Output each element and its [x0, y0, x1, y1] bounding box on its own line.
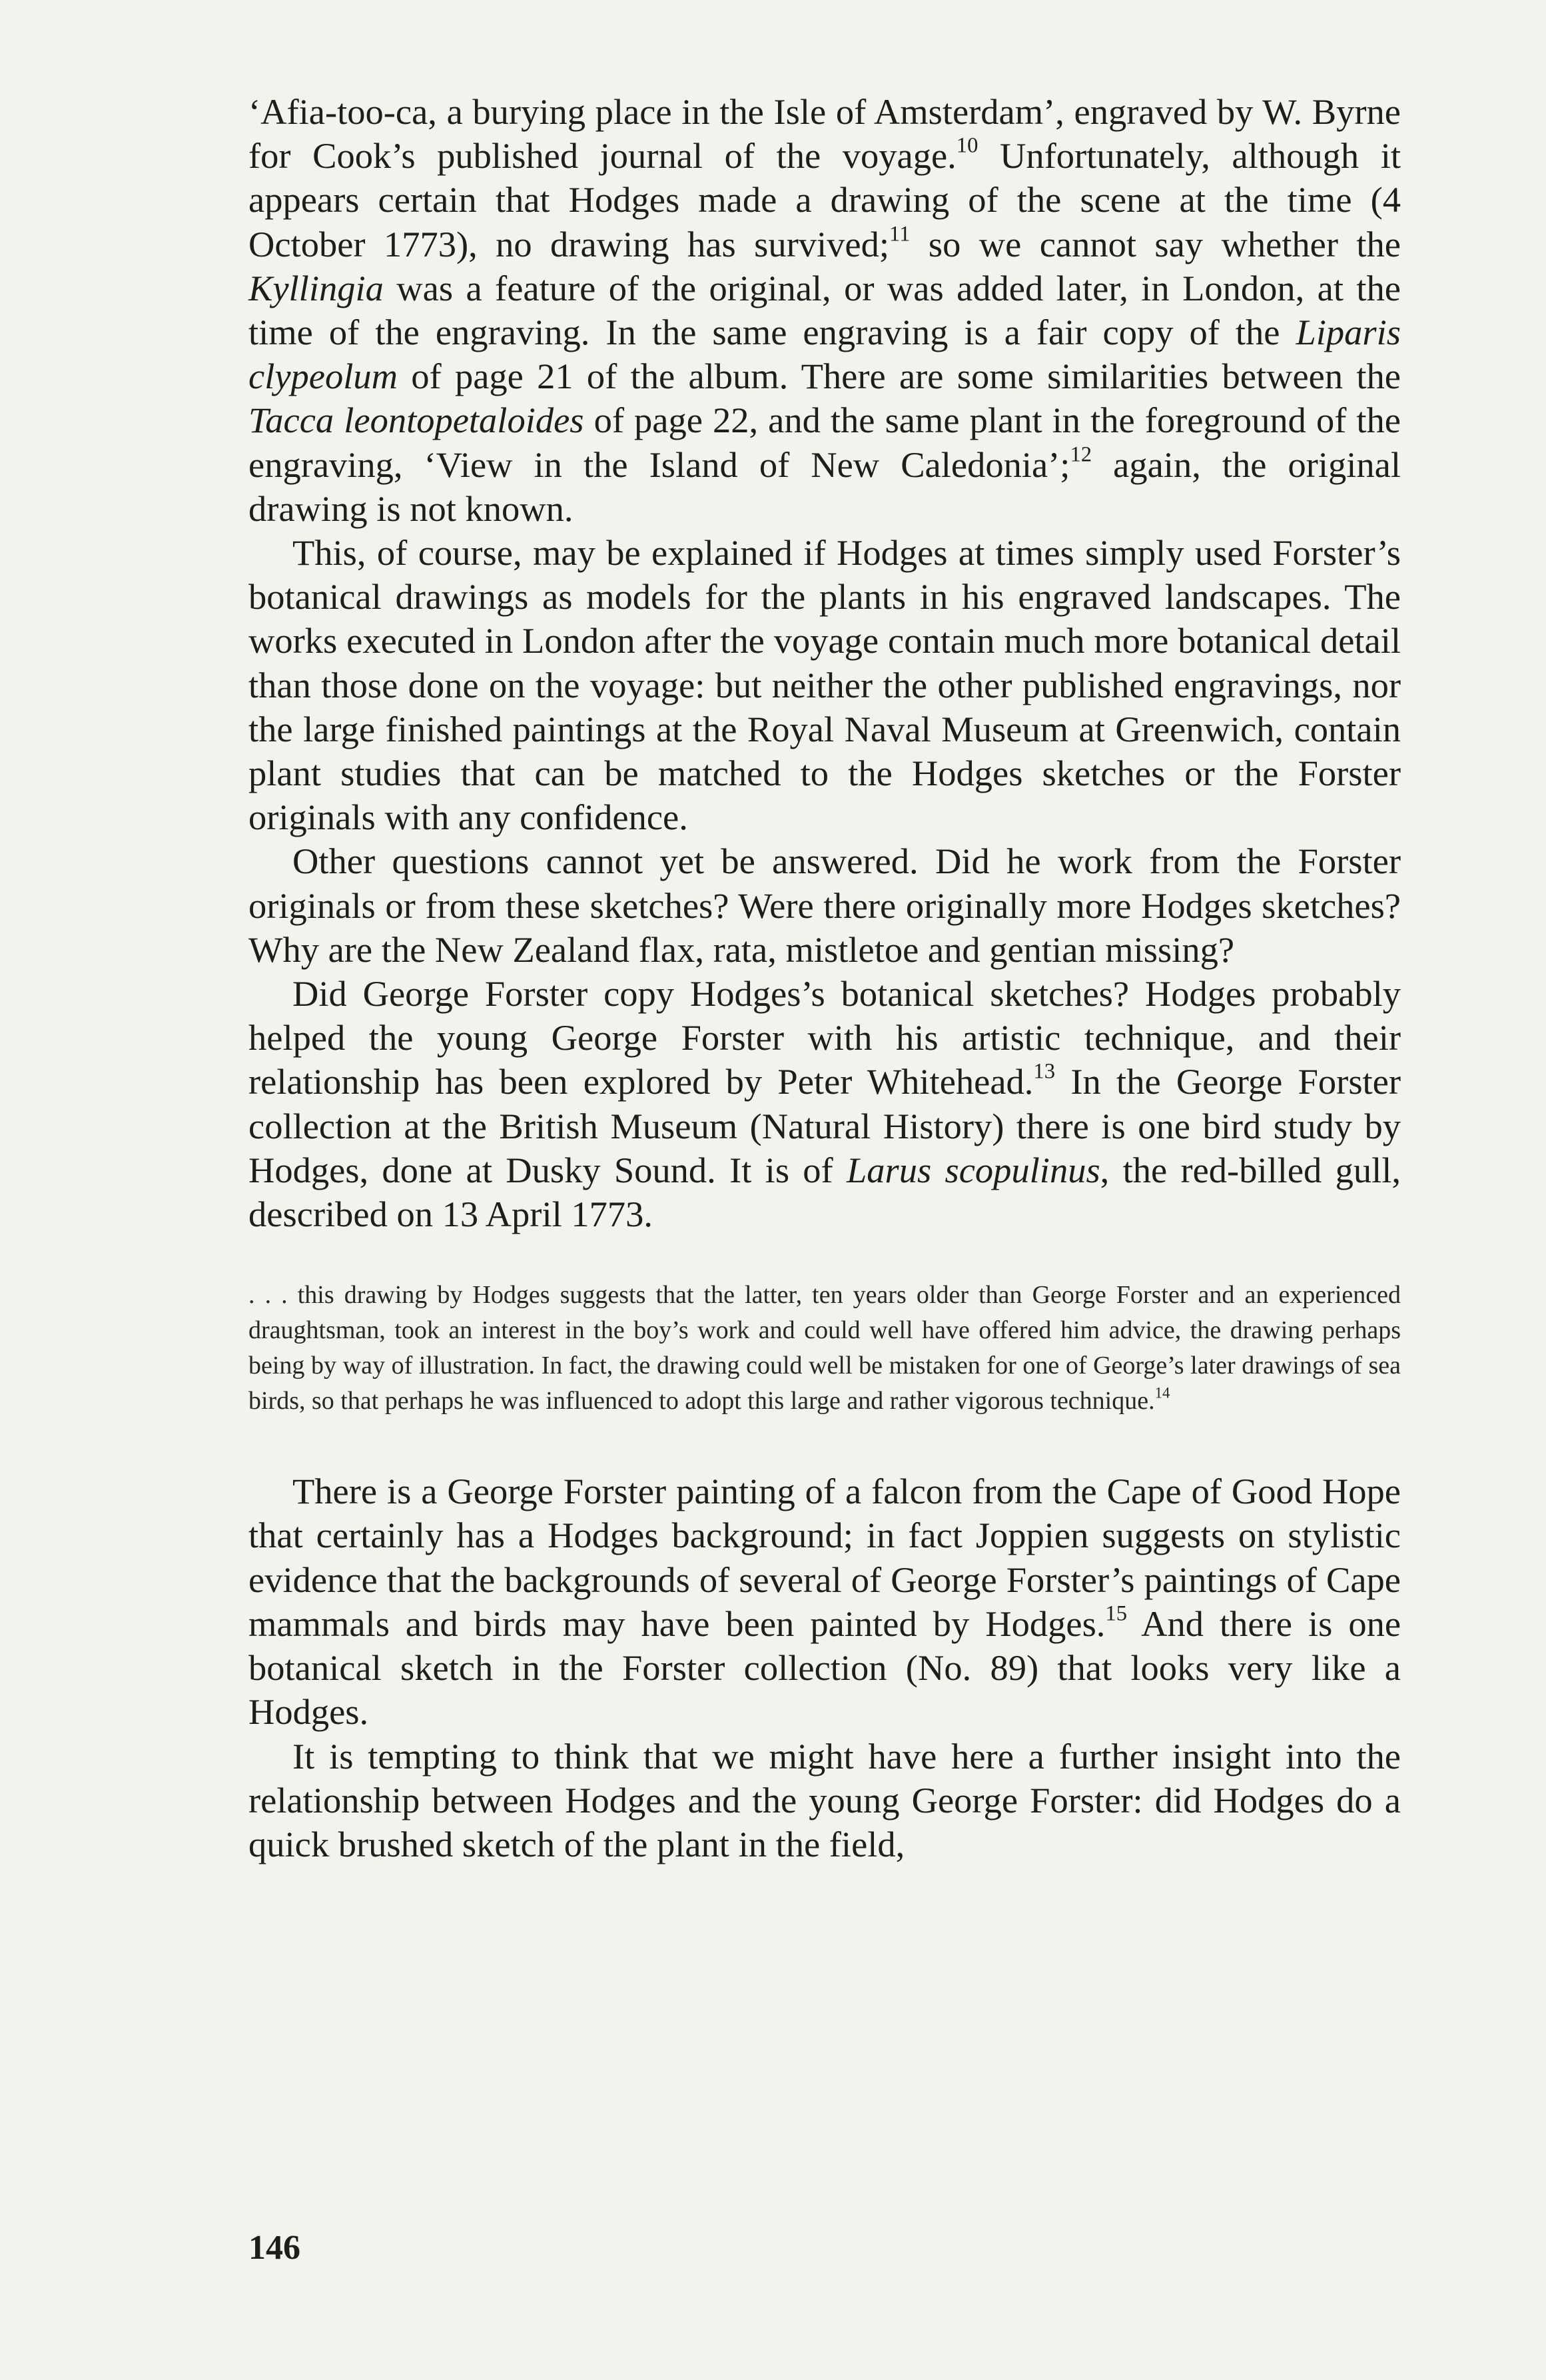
text-run: so we cannot say whether the: [910, 223, 1401, 264]
footnote-ref: 14: [1154, 1384, 1170, 1401]
paragraph: [248, 972, 1401, 1236]
paragraph: [248, 1469, 1401, 1734]
footnote-ref: 15: [1105, 1601, 1128, 1626]
text-run: Unfortunately, although it appears certain that Hodges made a drawing of the scene at the time (4 October 1773), no drawing has survived;: [248, 135, 1401, 264]
text-run: There is a George Forster painting of a falcon from the Cape of Good Hope that certainly has a Hodges background; in fact Joppien suggests on stylistic evidence that the backgrounds of several of George Forster’s paintings of Cape mammals and birds may have been painted by Hodges.: [248, 1471, 1401, 1644]
text-run: of page 21 of the album. There are some similarities between the: [397, 356, 1401, 397]
footnote-ref: 13: [1033, 1059, 1056, 1084]
text-run: ‘Afia-too-ca, a burying place in the Isle of Amsterdam’, engraved by W. Byrne for Cook’s published journal of the voyage.: [248, 91, 1401, 177]
document-page: [248, 90, 1401, 1866]
text-run: And there is one botanical sketch in the Forster collection (No. 89) that looks very like a Hodges.: [248, 1603, 1401, 1733]
paragraph: [248, 1735, 1401, 1867]
text-run: It is tempting to think that we might have here a further insight into the relationship between Hodges and the young George Forster: did Hodges do a quick brushed sketch of the plant in the field,: [248, 1735, 1401, 1864]
paragraph: [248, 839, 1401, 972]
block-quote: [248, 1278, 1401, 1419]
text-run: This, of course, may be explained if Hodges at times simply used Forster’s botanical drawings as models for the plants in his engraved landscapes. The works executed in London after the voyage contain much more botanical detail than those done on the voyage: but neither the other published engravings, nor the large finished paintings at the Royal Naval Museum at Greenwich, contain plant studies that can be matched to the Hodges sketches or the Forster originals with any confidence.: [248, 532, 1401, 838]
footnote-ref: 11: [889, 222, 911, 246]
italic-term: Larus scopulinus: [847, 1149, 1100, 1190]
footnote-ref: 10: [956, 133, 978, 158]
italic-term: Liparis clypeolum: [248, 312, 1401, 397]
text-run: again, the original drawing is not known.: [248, 444, 1401, 529]
italic-term: Kyllingia: [248, 267, 384, 308]
text-run: of page 22, and the same plant in the foreground of the engraving, ‘View in the Island of New Caledonia’;: [248, 400, 1401, 485]
text-run: In the George Forster collection at the British Museum (Natural History) there is one bird study by Hodges, done at Dusky Sound. It is of: [248, 1061, 1401, 1190]
text-run: Other questions cannot yet be answered. Did he work from the Forster originals or from these sketches? Were there originally more Hodges sketches? Why are the New Zealand flax, rata, mistletoe and gentian missing?: [248, 841, 1401, 970]
italic-term: Tacca leontopetaloides: [248, 400, 584, 441]
page-number: 146: [248, 2229, 300, 2267]
text-run: . . . this drawing by Hodges suggests that the latter, ten years older than George Forster and an experienced draughtsman, took an interest in the boy’s work and could well have offered him advice, the drawing perhaps being by way of illustration. In fact, the drawing could well be mistaken for one of George’s later drawings of sea birds, so that perhaps he was influenced to adopt this large and rather vigorous technique.: [248, 1281, 1401, 1415]
footnote-ref: 12: [1070, 442, 1092, 467]
paragraph: [248, 90, 1401, 531]
text-run: Did George Forster copy Hodges’s botanical sketches? Hodges probably helped the young George Forster with his artistic technique, and their relationship has been explored by Peter Whitehead.: [248, 973, 1401, 1102]
paragraph: [248, 531, 1401, 839]
text-run: was a feature of the original, or was added later, in London, at the time of the engraving. In the same engraving is a fair copy of the: [248, 267, 1401, 353]
text-run: , the red-billed gull, described on 13 April 1773.: [248, 1149, 1401, 1235]
